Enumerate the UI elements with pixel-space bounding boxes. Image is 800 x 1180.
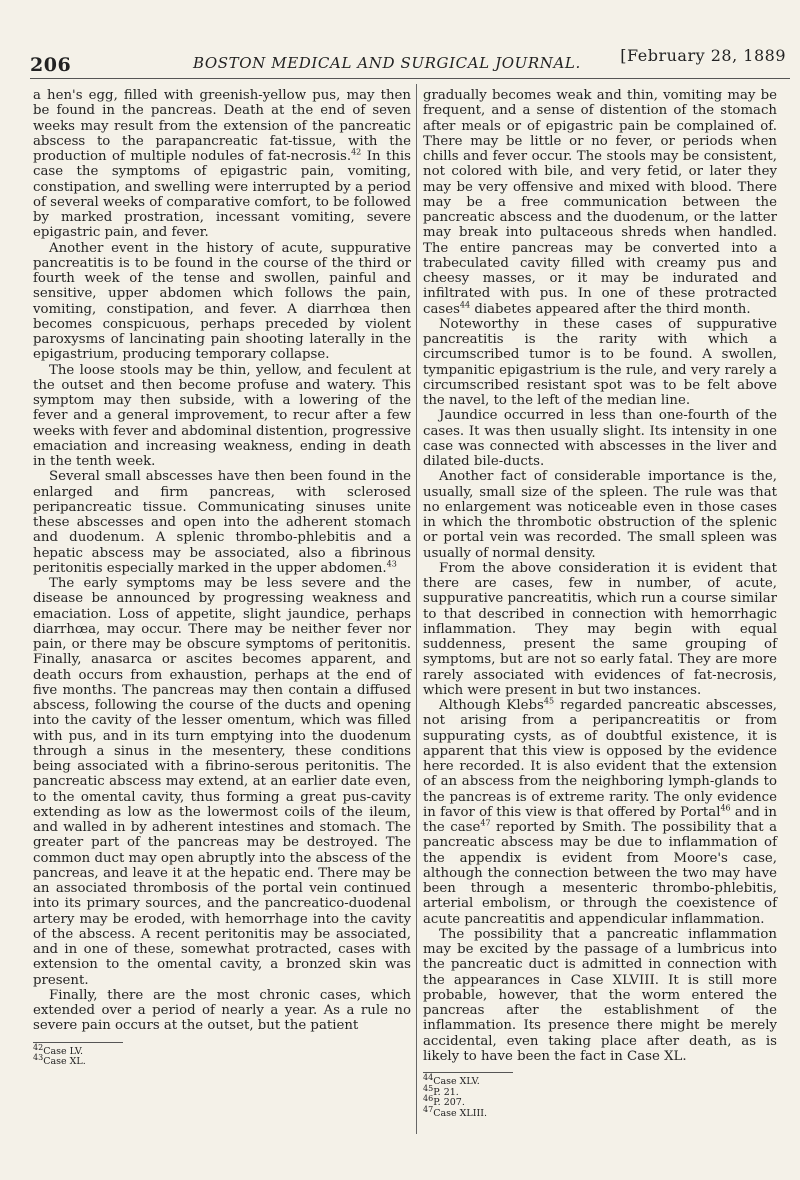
- left-column: [33, 88, 411, 1068]
- paragraph: Another event in the history of acute, suppurative pancreatitis is to be found in the course of the third or fourth week of the tense and swollen, painful and sensitive, upper abdomen which follows the pain, vomiting, constipation, and fever. A diarrhœa then becomes conspicuous, perhaps preceded by violent paroxysms of lancinating pain shooting laterally in the epigastrium, producing temporary collapse.: [33, 240, 411, 363]
- paragraph: The possibility that a pancreatic inflammation may be excited by the passage of a lumbricus into the pancreatic duct is admitted in connection with the appearances in Case XLVIII. It is still more probable, however, that the worm entered the pancreas after the establishment of the inflammation. Its presence there might be merely accidental, even taking place after death, as is likely to have been the fact in Case XL.: [423, 926, 777, 1064]
- footnote: $^{45}$P. 21.: [423, 1083, 459, 1098]
- page-header: [30, 44, 786, 80]
- page-number: 206: [30, 54, 72, 76]
- paragraph: From the above consideration it is evident that there are cases, few in number, of acute, suppurative pancreatitis, which run a course similar to that described in connection with hemorrhagic inflammation. They may begin with equal suddenness, present the same grouping of symptoms, but are not so early fatal. They are more rarely associated with evidences of fat-necrosis, which were present in but two instances.: [423, 560, 777, 698]
- footnote: $^{44}$Case XLV.: [423, 1072, 480, 1087]
- footnotes: [33, 1042, 411, 1068]
- journal-title: BOSTON MEDICAL AND SURGICAL JOURNAL.: [193, 54, 581, 72]
- footnote-ref: 47: [480, 818, 491, 828]
- paragraph: Finally, there are the most chronic cases, which extended over a period of nearly a year. As a rule no severe pain occurs at the outset, but the patient: [33, 987, 411, 1034]
- paragraph: Although Klebs$^{45}$ regarded pancreatic abscesses, not arising from a peripancreatitis or from suppurating cysts, as of doubtful existence, it is apparent that this view is opposed by the evidence here recorded. It is also evident that the extension of an abscess from the neighboring lymph-glands to the pancreas is of extreme rarity. The only evidence in favor of this view is that offered by Portal$^{46}$ and in the case$^{47}$ reported by Smith. The possibility that a pancreatic abscess may be due to inflammation of the appendix is evident from Moore's case, although the connection between the two may have been through a mesenteric thrombo-phlebitis, arterial embolism, or through the coexistence of acute pancreatitis and appendicular inflammation.: [423, 696, 778, 927]
- paragraph: The early symptoms may be less severe and the disease be announced by progressing weakness and emaciation. Loss of appetite, slight jaundice, perhaps diarrhœa, may occur. There may be neither fever nor pain, or there may be obscure symptoms of peritonitis. Finally, anasarca or ascites becomes apparent, and death occurs from exhaustion, perhaps at the end of five months. The pancreas may then contain a diffused abscess, following the course of the ducts and opening into the cavity of the lesser omentum, which was filled with pus, and in its turn emptying into the duodenum through a sinus in the mesentery, these conditions being associated with a fibrino-serous peritonitis. The pancreatic abscess may extend, at an earlier date even, to the omental cavity, thus forming a great pus-cavity extending as low as the lowermost coils of the ileum, and walled in by adherent intestines and stomach. The greater part of the pancreas may be destroyed. The common duct may open abruptly into the abscess of the pancreas, and leave it at the hepatic end. There may be an associated thrombosis of the portal vein continued into its primary sources, and the pancreatico-duodenal artery may be eroded, with hemorrhage into the cavity of the abscess. A recent peritonitis may be associated, and in one of these, somewhat protracted, cases with extension to the omental cavity, a bronzed skin was present.: [33, 576, 411, 988]
- footnote-ref: 46: [720, 803, 731, 813]
- paragraph: The loose stools may be thin, yellow, and feculent at the outset and then become profuse and watery. This symptom may then subside, with a lowering of the fever and a general improvement, to recur after a few weeks with fever and abdominal distention, progressive emaciation and increasing weakness, ending in death in the tenth week.: [33, 362, 411, 469]
- footnote-rule: [33, 1042, 123, 1043]
- footnote: $^{42}$Case LV.: [33, 1042, 84, 1057]
- footnote: $^{47}$Case XLIII.: [423, 1104, 487, 1119]
- footnotes: [423, 1072, 777, 1119]
- paragraph: Noteworthy in these cases of suppurative pancreatitis is the rarity with which a circumscribed tumor is to be found. A swollen, tympanitic epigastrium is the rule, and very rarely a circumscribed resistant spot was to be felt above the navel, to the left of the median line.: [423, 316, 777, 408]
- footnote-ref: 43: [386, 559, 397, 569]
- footnote-rule: [423, 1072, 513, 1073]
- paragraph: Several small abscesses have then been found in the enlarged and firm pancreas, with sclerosed peripancreatic tissue. Communicating sinuses unite these abscesses and open into the adherent stomach and duodenum. A splenic thrombo-phlebitis and a hepatic abscess may be associated, also a fibrinous peritonitis especially marked in the upper abdomen.$^{43}$: [33, 469, 411, 576]
- paragraph: gradually becomes weak and thin, vomiting may be frequent, and a sense of distention of the stomach after meals or of epigastric pain be complained of. There may be little or no fever, or periods when chills and fever occur. The stools may be consistent, not colored with bile, and very fetid, or later they may be very offensive and mixed with blood. There may be a free communication between the pancreatic abscess and the duodenum, or the latter may break into pultaceous shreds when handled. The entire pancreas may be converted into a trabeculated cavity filled with creamy pus and cheesy masses, or it may be indurated and infiltrated with pus. In one of these protracted cases$^{44}$ diabetes appeared after the third month.: [423, 88, 777, 317]
- footnote: $^{43}$Case XL.: [33, 1052, 86, 1067]
- issue-date: [February 28, 1889: [620, 46, 786, 65]
- footnote-ref: 44: [459, 300, 471, 310]
- paragraph: Another fact of considerable importance is the, usually, small size of the spleen. The rule was that no enlargement was noticeable even in those cases in which the thrombotic obstruction of the splenic or portal vein was recorded. The small spleen was usually of normal density.: [423, 469, 777, 561]
- paragraph: Jaundice occurred in less than one-fourth of the cases. It was then usually slight. Its intensity in one case was connected with abscesses in the liver and dilated bile-ducts.: [423, 408, 777, 469]
- header-rule: [30, 78, 790, 79]
- paragraph: a hen's egg, filled with greenish-yellow pus, may then be found in the pancreas. Death at the end of seven weeks may result from the extension of the pancreatic abscess to the parapancreatic fat-tissue, with the production of multiple nodules of fat-necrosis.$^{42}$ In this case the symptoms of epigastric pain, vomiting, constipation, and swelling were interrupted by a period of several weeks of comparative comfort, to be followed by marked prostration, incessant vomiting, severe epigastric pain, and fever.: [33, 88, 411, 241]
- footnote: $^{46}$P. 207.: [423, 1093, 465, 1108]
- column-rule: [416, 84, 417, 1134]
- footnote-ref: 42: [351, 147, 362, 157]
- footnote-ref: 45: [543, 696, 555, 706]
- right-column: [423, 88, 777, 1119]
